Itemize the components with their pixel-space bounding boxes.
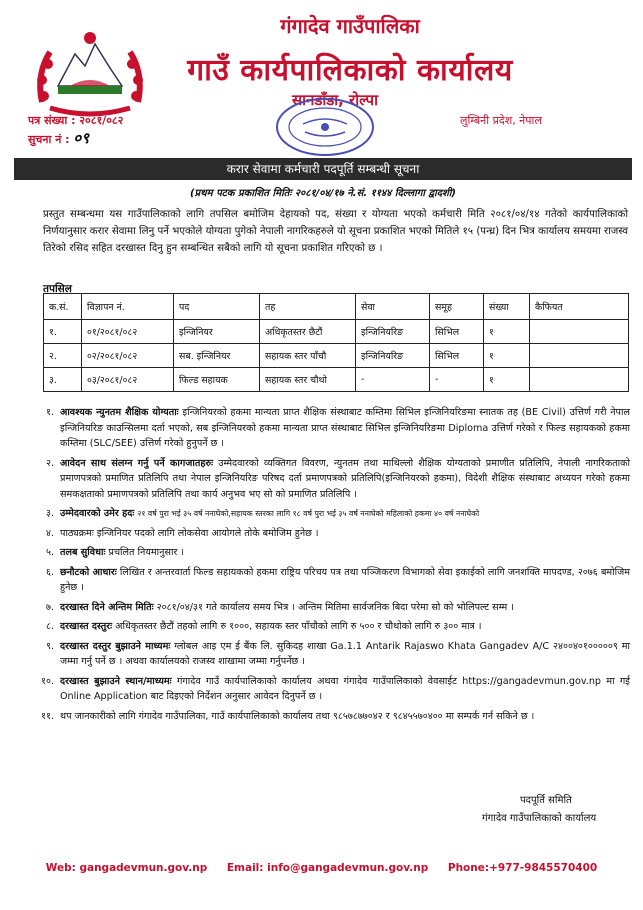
table-cell: २.	[44, 344, 82, 368]
publication-date: (प्रथम पटक प्रकाशित मितिः २०८१/०४/१७ ने.सं. ११४४ दिल्लागा द्वादशी)	[189, 188, 457, 199]
list-item-text	[60, 545, 630, 561]
table-row	[44, 368, 629, 392]
list-item-body: २०८१/०४/३१ गते कार्यालय समय भित्र । अन्तिम मितिमा सार्वजनिक बिदा परेमा सो को भोलिपल्ट सम्म ।	[156, 601, 514, 613]
table-cell: -	[430, 368, 484, 392]
list-item	[22, 639, 630, 670]
list-item-label: दरखास्त दस्तुरः	[60, 621, 113, 632]
list-item-number: ८.	[45, 621, 54, 632]
notice-title-banner: करार सेवामा कर्मचारी पदपूर्ति सम्बन्धी सूचना	[14, 158, 632, 180]
footer-web: Web: gangadevmun.gov.np	[45, 862, 208, 874]
table-cell: १	[484, 320, 530, 344]
list-item	[22, 405, 630, 452]
office-seal-icon	[273, 96, 378, 158]
list-item	[22, 545, 630, 561]
list-item-label: दरखास्त दिने अन्तिम मितिः	[60, 601, 154, 613]
list-item-text	[60, 619, 630, 635]
list-item-label: तलब सुविधाः	[60, 547, 106, 558]
table-cell	[530, 320, 629, 344]
list-item-number: १०.	[40, 675, 54, 687]
notice-number	[28, 128, 89, 148]
list-item	[22, 565, 630, 596]
table-cell: सब. इन्जिनियर	[174, 344, 260, 368]
table-cell: -	[356, 368, 430, 392]
list-item-text	[60, 600, 630, 616]
list-item-text	[60, 506, 630, 522]
list-item-text	[60, 456, 630, 503]
table-row	[44, 320, 629, 344]
reference-number: पत्र संख्या : २०८१/०८२	[28, 114, 124, 127]
notice-number-label: सुचना नं :	[28, 133, 70, 146]
list-item-body: अधिकृतस्तर छैटौं तहको लागि रु १०००, सहायक स्तर पाँचौको लागि रु ५०० र चौथोको लागि रु ३०० मात्र ।	[115, 621, 482, 632]
table-row	[44, 344, 629, 368]
list-item	[22, 456, 630, 503]
list-item-body: लिखित र अन्तरवार्ता फिल्ड सहायकको हकमा राष्ट्रिय परिचय पत्र तथा पञ्जिकरण विभागको सेवा इकाईको लागि जनशक्ति मापदण्ड, २०७६ बमोजिम हुनेछ ।	[60, 566, 630, 593]
footer-email: Email: info@gangadevmun.gov.np	[226, 862, 429, 874]
list-item-text	[60, 565, 630, 596]
list-item-body: इन्जिनियरको हकमा मान्यता प्राप्त शैक्षिक संस्थाबाट कम्तिमा सिभिल इन्जिनियरिङमा स्नातक तह (BE Civil) उत्तिर्ण गरी नेपाल इन्जिनियरिङ काउन्सिलमा दर्ता भएको, सब इन्जिनियरको हकमा मान्यता प्राप्त संस्थाबाट सिभिल इन्जिनियरिङमा Diploma उत्तिर्ण गरेको र फिल्ड सहायकको हकमा कम्तिमा (SLC/SEE) उत्तिर्ण गरेको हुनुपर्ने छ ।	[60, 407, 630, 449]
list-item-body: ग्लोबल आइ एम ई बैंक लि. सुकिदह शाखा Ga.1.1 Antarik Rajaswo Khata Gangadev A/C २४००४०१०००००९ मा जम्मा गर्नु पर्ने छ । अथवा कार्यालयको राजस्व शाखामा जम्मा गर्नुपर्नेछ ।	[60, 640, 630, 667]
table-cell: सहायक स्तर चौथो	[260, 368, 356, 392]
list-item-number: ३.	[45, 508, 54, 519]
list-item-text	[60, 526, 630, 542]
signature-office: गंगादेव गाउँपालिकाको कार्यालय	[482, 813, 597, 824]
list-item-text	[60, 639, 630, 670]
table-header-cell: तह	[260, 294, 356, 320]
vacancy-table	[43, 293, 629, 392]
table-cell: इन्जिनियरिङ	[356, 320, 430, 344]
table-cell: इन्जिनियरिङ	[356, 344, 430, 368]
table-cell: फिल्ड सहायक	[174, 368, 260, 392]
table-cell	[530, 368, 629, 392]
list-item-number: ६.	[45, 566, 54, 578]
list-item	[22, 526, 630, 542]
list-item-body: गंगादेव गाउँ कार्यपालिकाको कार्यालय अथवा गंगादेव गाउँपालिकाको वेवसाईट https://gangadevmun.gov.np मा गई Online Application बाट दिइएको निर्देशन अनुसार आवेदन दिनुपर्ने छ ।	[60, 675, 630, 702]
table-header-cell: कैफियत	[530, 294, 629, 320]
list-item-label: दरखास्त बुझाउने स्थान/माध्यमः	[60, 675, 172, 687]
list-item-body: उम्मेदवारको व्यक्तिगत विवरण, न्युनतम तथा माथिल्लो शैक्षिक योग्यताको प्रमाणीत प्रतिलिपि, नेपाली नागरिकताको प्रमाणपत्रको प्रमाणित प्रतिलिपि तथा नेपाल इन्जिनियरिङ परिषद दर्ता प्रमाणपत्रको प्रतिलिपि(इन्जिनियरको हकमा), विदेशी शैक्षिक संस्थाबाट अध्ययन गरेको हकमा समकक्षताको प्रमाणपत्रको प्रतिलिपि तथा कार्य अनुभव भए सो को प्रमाणित प्रतिलिपि ।	[60, 457, 630, 500]
table-cell: १.	[44, 320, 82, 344]
list-item-label: आवेदन साथ संलग्न गर्नु पर्ने कागजातहरुः	[60, 457, 214, 469]
list-item-number: ७.	[45, 601, 54, 613]
list-item	[22, 674, 630, 705]
list-item-text	[60, 674, 630, 705]
list-item	[22, 709, 630, 725]
table-header-cell: सेवा	[356, 294, 430, 320]
list-item-text	[60, 405, 630, 452]
list-item-text	[60, 709, 630, 725]
list-item-body: थप जानकारीको लागि गंगादेव गाउँपालिका, गाउँ कार्यपालिकाको कार्यालय तथा ९८५७८७७०४२ र ९८४५५७०४०० मा सम्पर्क गर्न सकिने छ ।	[60, 710, 535, 722]
table-header-cell: क.सं.	[44, 294, 82, 320]
table-cell: अधिकृतस्तर छैटौं	[260, 320, 356, 344]
province-label: लुम्बिनी प्रदेश, नेपाल	[460, 114, 542, 127]
list-item-label: छनौटको आधारः	[60, 566, 117, 578]
table-header-cell: समूह	[430, 294, 484, 320]
table-cell: ०२/२०८१/०८२	[82, 344, 174, 368]
list-item-number: ५.	[45, 547, 54, 558]
signature-committee: पदपूर्ति समिति	[520, 795, 572, 806]
list-item	[22, 619, 630, 635]
table-header-cell: पद	[174, 294, 260, 320]
list-item-body: प्रचलित नियमानुसार ।	[108, 547, 185, 558]
list-item-number: ४.	[45, 527, 54, 539]
list-item-body: पाठ्यक्रमः इन्जिनियर पदको लागि लोकसेवा आयोगले तोके बमोजिम हुनेछ ।	[60, 527, 319, 539]
table-cell: ०१/२०८१/०८२	[82, 320, 174, 344]
list-item	[22, 506, 630, 522]
conditions-list	[22, 405, 630, 728]
table-cell	[530, 344, 629, 368]
table-header-row	[44, 294, 629, 320]
table-header-cell: विज्ञापन नं.	[82, 294, 174, 320]
list-item-label: उम्मेदवारको उमेर हदः	[60, 508, 135, 519]
table-cell: ०३/२०८१/०८२	[82, 368, 174, 392]
table-cell: १	[484, 344, 530, 368]
list-item-number: ११.	[40, 710, 54, 722]
table-cell: इन्जिनियर	[174, 320, 260, 344]
list-item-body: २१ वर्ष पुरा भई ३५ वर्ष ननाघेको,सहायक स्तरका लागि १८ वर्ष पुरा भई ३५ वर्ष ननाघेको महिलाको हकमा ४० वर्ष ननाघेको	[137, 509, 480, 518]
table-label: तपसिल	[43, 283, 72, 295]
notice-number-value: ०९	[73, 129, 89, 147]
table-cell: १	[484, 368, 530, 392]
nepal-emblem-icon	[30, 24, 150, 119]
list-item	[22, 600, 630, 616]
table-header-cell: संख्या	[484, 294, 530, 320]
list-item-label: आवश्यक न्युनतम शैक्षिक योग्यताः	[60, 407, 179, 418]
list-item-label: दरखास्त दस्तुर बुझाउने माध्यमः	[60, 640, 171, 652]
intro-paragraph: प्रस्तुत सम्बन्धमा यस गाउँपालिकाको लागि तपसिल बमोजिम देहायको पद, संख्या र योग्यता भएको कर्मचारी मिति २०८१/०४/१४ गतेको कार्यपालिकाको निर्णयानुसार करार सेवामा लिनु पर्ने भएकोले योग्यता पुगेको नेपाली नागरिकहरुले यो सूचना प्रकाशित भएको मितिले १५ (पन्ध्र) दिन भित्र कार्यालय समयमा राजस्व तिरेको रसिद सहित दरखास्त दिनु हुन सम्बन्धित सबैको लागि यो सूचना प्रकाशित गरिएको छ ।	[43, 209, 628, 254]
table-cell: सहायक स्तर पाँचौ	[260, 344, 356, 368]
list-item-number: ९.	[45, 640, 54, 652]
office-location: सानडाँडा, रोल्पा	[292, 91, 378, 109]
office-title: गाउँ कार्यपालिकाको कार्यालय	[187, 53, 513, 88]
list-item-number: १.	[45, 407, 54, 418]
footer-phone: Phone:+977-9845570400	[447, 862, 598, 874]
table-cell: ३.	[44, 368, 82, 392]
table-cell: सिभिल	[430, 344, 484, 368]
table-cell: सिभिल	[430, 320, 484, 344]
municipality-name: गंगादेव गाउँपालिका	[280, 14, 420, 38]
footer-contact	[0, 862, 643, 874]
list-item-number: २.	[45, 457, 54, 469]
